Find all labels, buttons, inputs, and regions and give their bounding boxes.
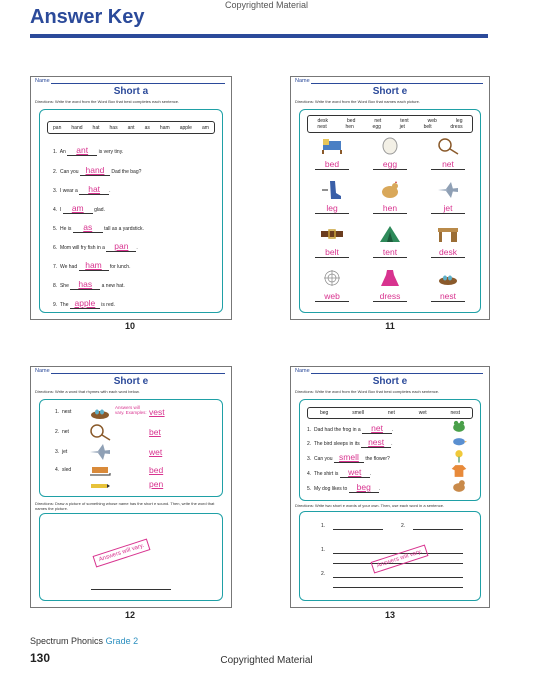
answer-text: nest [361, 437, 391, 448]
word-box-word: wet [418, 410, 427, 416]
picture-answer: leg [315, 203, 349, 214]
line-number: 1. [321, 547, 326, 553]
answers-will-vary-stamp: Answers will vary. [93, 538, 151, 567]
picture-answer: jet [431, 203, 465, 214]
name-label: Name [35, 368, 50, 374]
sentence: 5. He is as tall as a yardstick. [53, 222, 144, 232]
page-title: Answer Key [30, 6, 145, 28]
name-label: Name [295, 78, 310, 84]
tent-icon [379, 225, 401, 243]
worksheet-page-number: 13 [384, 610, 395, 620]
answer-text: bet [149, 427, 161, 437]
word-box-word: desk [317, 118, 329, 124]
jet-icon [437, 181, 459, 199]
flower-icon [451, 449, 467, 463]
word-box-word: jet [399, 124, 405, 130]
picture-answer: web [315, 291, 349, 302]
worksheet-title: Short e [372, 86, 408, 97]
sentence: 2. The bird sleeps in its nest . [307, 437, 393, 447]
word-box-word: web [427, 118, 437, 124]
line-number: 2. [401, 523, 406, 529]
picture-answer: desk [431, 247, 465, 258]
sentence: 6. Mom will fry fish in a pan . [53, 241, 138, 251]
word-box-word: has [109, 124, 118, 131]
series-name: Spectrum Phonics [30, 636, 104, 646]
worksheet-title: Short e [113, 376, 149, 387]
sentence: 5. My dog likes to beg . [307, 482, 381, 492]
name-line [311, 83, 483, 84]
answer-text: pen [149, 479, 164, 489]
answer-line [91, 589, 171, 590]
page-number: 130 [30, 651, 51, 665]
word-box-word: smell [352, 410, 364, 416]
word-box-word: pan [53, 124, 62, 131]
picture-answer: nest [431, 291, 465, 302]
picture-answer: belt [315, 247, 349, 258]
answer-text: beg [349, 482, 379, 493]
bed-icon [321, 137, 343, 155]
word-box-word: hen [345, 124, 354, 130]
answer-text: ant [67, 145, 97, 156]
rhyme-row: 3. jet [55, 449, 68, 455]
sentence: 7. We had ham for lunch. [53, 260, 131, 270]
worksheet-title: Short a [113, 86, 149, 97]
picture-answer: net [431, 159, 465, 170]
answer-text: ham [79, 260, 109, 271]
word-box-word: apple [179, 124, 192, 131]
sentence: 4. The shirt is wet . [307, 467, 372, 477]
worksheet-page-10 [30, 76, 232, 320]
copyright-notice-top: Copyrighted Material [224, 0, 309, 10]
picture-answer: dress [373, 291, 407, 302]
shirt-icon [451, 464, 467, 478]
directions: Directions: Write the word from the Word Box that best completes each sentence. [295, 389, 440, 394]
answer-text: pan [106, 241, 136, 252]
net-icon [89, 423, 111, 441]
dog-icon [451, 479, 467, 493]
sentence: 9. The apple is red. [53, 298, 115, 308]
directions: Directions: Write a word that rhymes with each word below. [35, 389, 140, 394]
word-box-word: nest [317, 124, 327, 130]
leg-icon [321, 181, 343, 199]
grade-label: Grade 2 [105, 636, 139, 646]
rhyme-row: 4. sled [55, 467, 72, 473]
worksheet-page-11 [290, 76, 490, 320]
drawing-panel [39, 513, 223, 601]
answers-will-vary-stamp: Answers will vary. [371, 544, 429, 573]
word-box-word: egg [372, 124, 381, 130]
word-box-word: net [374, 118, 382, 124]
footer-series [30, 636, 138, 646]
worksheet-page-number: 12 [124, 610, 135, 620]
answer-text: bed [149, 465, 164, 475]
nest-icon [437, 269, 459, 287]
sentence: 3. Can you smell the flower? [307, 452, 390, 462]
word-box-word: nest [450, 410, 460, 416]
answer-text: hand [80, 165, 110, 176]
desk-icon [437, 225, 459, 243]
word-box-word: ham [159, 124, 170, 131]
hen-icon [379, 181, 401, 199]
name-label: Name [35, 78, 50, 84]
worksheet-page-12 [30, 366, 232, 608]
word-box-word: hat [92, 124, 100, 131]
example-note: Answers will vary. Examples: [115, 405, 147, 415]
sentence: 1. An ant is very tiny. [53, 145, 124, 155]
word-box-word: belt [423, 124, 432, 130]
word-box-word: am [201, 124, 209, 131]
worksheet-title: Short e [372, 376, 408, 387]
jet-icon [89, 443, 111, 461]
picture-answer: bed [315, 159, 349, 170]
sentence: 4. I am glad. [53, 203, 105, 213]
answer-text: as [73, 222, 103, 233]
word-box-word: net [387, 410, 395, 416]
rhyme-row: 2. net [55, 429, 69, 435]
picture-answer: tent [373, 247, 407, 258]
name-label: Name [295, 368, 310, 374]
answer-text: vest [149, 407, 165, 417]
word-box-word: hand [71, 124, 83, 131]
directions-drawing: Directions: Draw a picture of something whose name has the short e sound. Then, write the word that names the picture. [35, 501, 215, 511]
word-box [307, 407, 473, 419]
copyright-notice-bottom: Copyrighted Material [220, 655, 313, 666]
dress-icon [379, 269, 401, 287]
picture-answer: hen [373, 203, 407, 214]
line-number: 1. [321, 523, 326, 529]
sentence: 1. Dad had the frog in a net . [307, 423, 394, 433]
answer-line [333, 529, 383, 530]
answer-text: hat [79, 184, 109, 195]
name-line [311, 373, 483, 374]
answer-text: smell [334, 452, 364, 463]
answer-text: am [63, 203, 93, 214]
word-box-word: as [144, 124, 150, 131]
pen-icon [89, 477, 111, 495]
answer-line [333, 577, 463, 578]
answer-text: wet [340, 467, 370, 478]
answer-text: net [362, 423, 392, 434]
answer-text: has [70, 279, 100, 290]
word-box [47, 121, 215, 134]
bird-icon [451, 434, 467, 448]
line-number: 2. [321, 571, 326, 577]
web-icon [321, 269, 343, 287]
word-box-word: dress [450, 124, 463, 130]
worksheet-page-number: 11 [385, 321, 395, 331]
frog-icon [451, 419, 467, 433]
answer-text: apple [70, 298, 100, 309]
rhyme-row: 1. nest [55, 409, 72, 415]
sentence: 2. Can you hand Dad the bag? [53, 165, 142, 175]
sentence: 8. She has a new hat. [53, 279, 125, 289]
net-icon [437, 137, 459, 155]
title-rule [30, 34, 488, 38]
answer-line [413, 529, 463, 530]
worksheet-page-13 [290, 366, 490, 608]
name-line [51, 83, 225, 84]
answer-line [333, 587, 463, 588]
name-line [51, 373, 225, 374]
word-box-word: tent [400, 118, 409, 124]
word-box-word: bed [347, 118, 356, 124]
sentence: 3. I wear a hat . [53, 184, 111, 194]
word-box-word: ant [127, 124, 135, 131]
word-box [307, 115, 473, 133]
worksheet-page-number: 10 [124, 321, 135, 331]
directions: Directions: Write the word from the Word Box that names each picture. [295, 99, 421, 104]
word-box-word: leg [455, 118, 463, 124]
directions-sentences: Directions: Write two short e words of your own. Then, use each word in a sentence. [295, 503, 445, 508]
egg-icon [379, 137, 401, 155]
picture-answer: egg [373, 159, 407, 170]
belt-icon [321, 225, 343, 243]
word-box-word: beg [319, 410, 329, 416]
answer-text: wet [149, 447, 163, 457]
nest-icon [89, 403, 111, 421]
directions: Directions: Write the word from the Word Box that best completes each sentence. [35, 99, 180, 104]
